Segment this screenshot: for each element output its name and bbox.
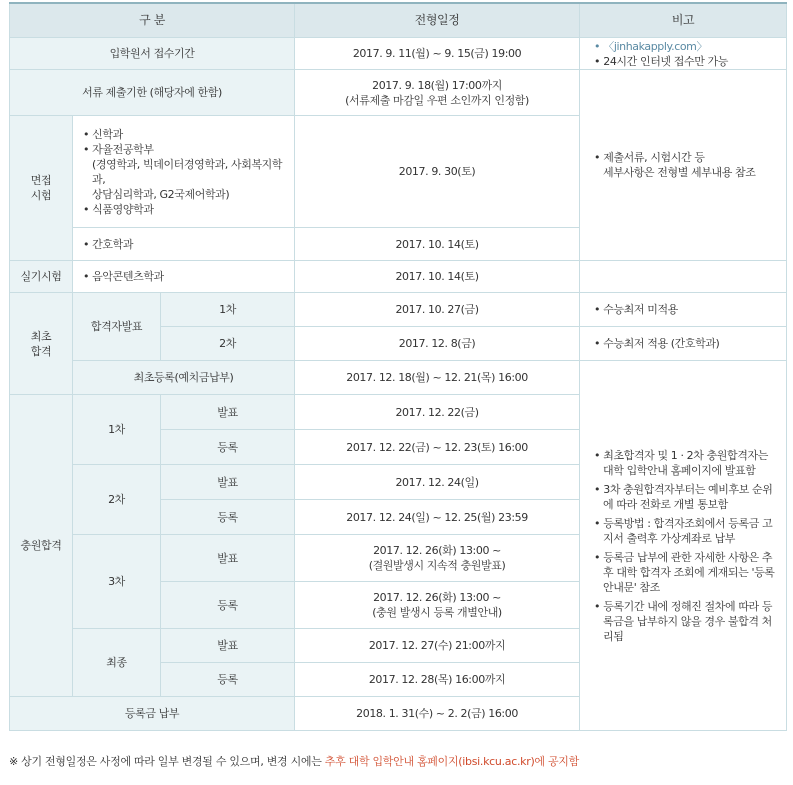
extra-r1-announce-label: 발표 xyxy=(161,395,295,430)
header-schedule: 전형일정 xyxy=(295,3,580,38)
extra-r2-register-date: 2017. 12. 24(일) ~ 12. 25(월) 23:59 xyxy=(295,500,580,535)
interview-group1-depts: • 신학과 • 자율전공학부 (경영학과, 빅데이터경영학과, 사회복지학과, 상담심리학과, G2국제어학과) • 식품영양학과 xyxy=(73,116,295,228)
extra-r2-label: 2차 xyxy=(73,465,161,535)
extra-note-item: • 등록금 납부에 관한 자세한 사항은 추후 대학 합격자 조회에 게재되는 '등록안내문' 참조 xyxy=(594,550,775,594)
extra-r2-announce-date: 2017. 12. 24(일) xyxy=(295,465,580,500)
table-row xyxy=(10,70,787,116)
empty-note xyxy=(580,261,787,293)
extra-label: 충원합격 xyxy=(10,395,73,697)
extra-note-item: • 등록방법 : 합격자조회에서 등록금 고지서 출력후 가상계좌로 납부 xyxy=(594,516,773,545)
extra-note-item: • 3차 충원합격자부터는 예비후보 순위에 따라 전화로 개별 통보함 xyxy=(594,482,773,511)
header-category: 구 분 xyxy=(10,3,295,38)
final-first-note: • 수능최저 미적용 xyxy=(580,293,787,327)
final-announce-label: 합격자발표 xyxy=(73,293,161,361)
application-note xyxy=(580,38,787,70)
extra-r1-label: 1차 xyxy=(73,395,161,465)
interview-group2-date: 2017. 10. 14(토) xyxy=(295,228,580,261)
final-register-label: 최초등록(예치금납부) xyxy=(73,361,295,395)
extra-rf-announce-label: 발표 xyxy=(161,629,295,663)
extra-notes xyxy=(580,361,787,731)
practical-date: 2017. 10. 14(토) xyxy=(295,261,580,293)
extra-rf-label: 최종 xyxy=(73,629,161,697)
extra-r3-register-label: 등록 xyxy=(161,582,295,629)
extra-rf-announce-date: 2017. 12. 27(수) 21:00까지 xyxy=(295,629,580,663)
extra-note-item: • 최초합격자 및 1 · 2차 충원합격자는 대학 입학안내 홈페이지에 발표함 xyxy=(594,448,768,477)
footnote-text: ※ 상기 전형일정은 사정에 따라 일부 변경될 수 있으며, 변경 시에는 xyxy=(9,755,325,768)
docs-date xyxy=(295,70,580,116)
table-header-row xyxy=(10,3,787,38)
practical-dept: • 음악콘텐츠학과 xyxy=(73,261,295,293)
table-row xyxy=(10,293,787,327)
extra-r2-announce-label: 발표 xyxy=(161,465,295,500)
docs-label: 서류 제출기한 (해당자에 한함) xyxy=(10,70,295,116)
tuition-label: 등록금 납부 xyxy=(10,697,295,731)
extra-r3-register-date: 2017. 12. 26(화) 13:00 ~ (충원 발생시 등록 개별안내) xyxy=(295,582,580,629)
header-note: 비고 xyxy=(580,3,787,38)
extra-r2-register-label: 등록 xyxy=(161,500,295,535)
application-date: 2017. 9. 11(월) ~ 9. 15(금) 19:00 xyxy=(295,38,580,70)
extra-r3-announce-label: 발표 xyxy=(161,535,295,582)
extra-r1-register-label: 등록 xyxy=(161,430,295,465)
tuition-date: 2018. 1. 31(수) ~ 2. 2(금) 16:00 xyxy=(295,697,580,731)
application-link[interactable]: • 〈jinhakapply.com〉 xyxy=(594,39,708,53)
final-first-date: 2017. 10. 27(금) xyxy=(295,293,580,327)
final-first-label: 1차 xyxy=(161,293,295,327)
footnote-highlight: 추후 대학 입학안내 홈페이지(ibsi.kcu.ac.kr)에 공지함 xyxy=(324,755,579,768)
interview-group1-date: 2017. 9. 30(토) xyxy=(295,116,580,228)
table-row xyxy=(10,361,787,395)
extra-r3-label: 3차 xyxy=(73,535,161,629)
footnote xyxy=(9,753,579,769)
extra-note-item: • 등록기간 내에 정해진 절차에 따라 등록금을 납부하지 않을 경우 불합격 처리됨 xyxy=(594,599,773,643)
final-register-date: 2017. 12. 18(월) ~ 12. 21(목) 16:00 xyxy=(295,361,580,395)
docs-date-1: 2017. 9. 18(월) 17:00까지 xyxy=(372,78,502,92)
admission-schedule-table xyxy=(9,2,787,731)
application-note-text: • 24시간 인터넷 접수만 가능 xyxy=(594,54,728,68)
final-second-date: 2017. 12. 8(금) xyxy=(295,327,580,361)
table-row xyxy=(10,38,787,70)
final-second-label: 2차 xyxy=(161,327,295,361)
docs-date-2: (서류제출 마감일 우편 소인까지 인정함) xyxy=(345,93,529,107)
interview-note-text: • 제출서류, 시험시간 등 세부사항은 전형별 세부내용 참조 xyxy=(594,151,756,179)
application-label: 입학원서 접수기간 xyxy=(10,38,295,70)
interview-group2-dept: • 간호학과 xyxy=(73,228,295,261)
practical-label: 실기시험 xyxy=(10,261,73,293)
extra-rf-register-label: 등록 xyxy=(161,663,295,697)
final-second-note: • 수능최저 적용 (간호학과) xyxy=(580,327,787,361)
extra-r3-announce-date: 2017. 12. 26(화) 13:00 ~ (결원발생시 지속적 충원발표) xyxy=(295,535,580,582)
interview-label: 면접 시험 xyxy=(10,116,73,261)
extra-r1-announce-date: 2017. 12. 22(금) xyxy=(295,395,580,430)
final-label: 최초 합격 xyxy=(10,293,73,395)
extra-r1-register-date: 2017. 12. 22(금) ~ 12. 23(토) 16:00 xyxy=(295,430,580,465)
table-row xyxy=(10,261,787,293)
interview-note xyxy=(580,70,787,261)
extra-rf-register-date: 2017. 12. 28(목) 16:00까지 xyxy=(295,663,580,697)
